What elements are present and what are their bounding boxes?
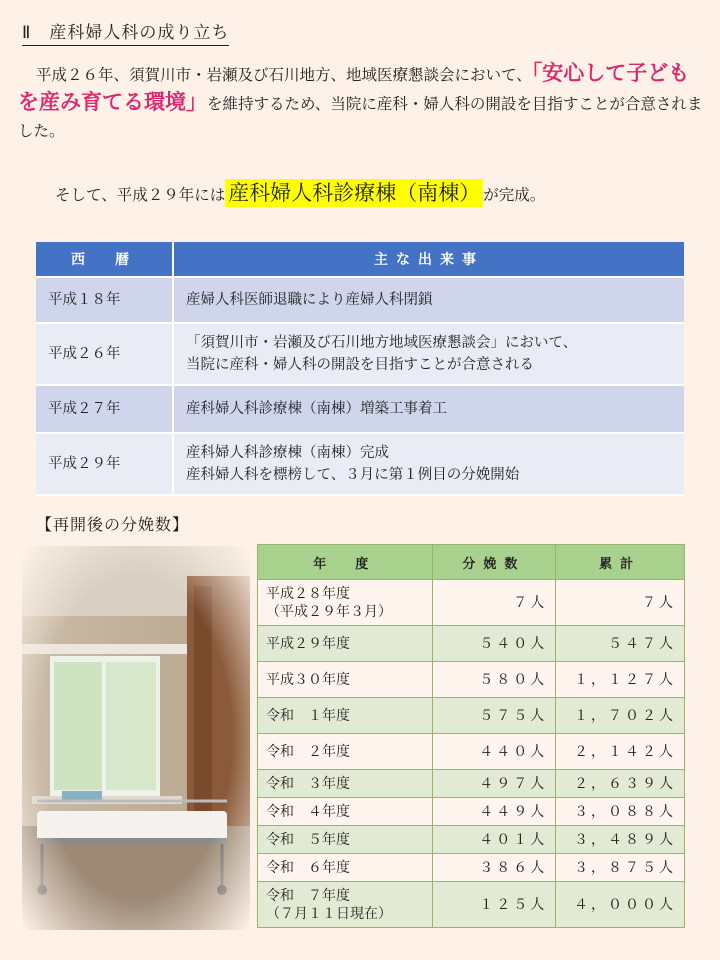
births-row: [258, 826, 685, 854]
births-year: [258, 698, 433, 734]
history-event-line: 産科婦人科診療棟（南棟）完成: [186, 445, 389, 461]
births-year: [258, 734, 433, 770]
history-event-line: 産婦人科医師退職により産婦人科閉鎖: [186, 292, 433, 308]
births-year: [258, 882, 433, 928]
births-total: ５４７人: [556, 626, 685, 662]
births-year-line: 平成２８年度: [266, 585, 350, 602]
history-year: 平成１８年: [36, 278, 174, 324]
completion-prefix: そして、平成２９年には: [55, 186, 226, 204]
births-count: ５７５人: [433, 698, 557, 734]
births-year-line: 令和 ７年度: [266, 887, 350, 904]
births-header-year: 年 度: [258, 545, 433, 580]
births-total: １，７０２人: [556, 698, 685, 734]
births-year-line: （平成２９年３月）: [266, 603, 392, 620]
births-total: ３，８７５人: [556, 854, 685, 882]
history-year: 平成２９年: [36, 434, 174, 496]
history-header-row: [36, 242, 684, 278]
history-header-event: 主な出来事: [174, 242, 684, 278]
births-header-total: 累計: [556, 545, 685, 580]
history-year: 平成２７年: [36, 386, 174, 434]
births-header-count: 分娩数: [433, 545, 557, 580]
history-event-line: 当院に産科・婦人科の開設を目指すことが合意される: [186, 357, 534, 373]
births-year: [258, 662, 433, 698]
history-header-year: 西 暦: [36, 242, 174, 278]
history-event: [174, 324, 684, 386]
history-event-line: 産科婦人科を標榜して、３月に第１例目の分娩開始: [186, 467, 520, 483]
births-year: [258, 826, 433, 854]
history-row: [36, 386, 684, 434]
completion-paragraph: [55, 176, 545, 212]
births-total: ２，１４２人: [556, 734, 685, 770]
page-title: Ⅱ 産科婦人科の成り立ち: [22, 18, 229, 46]
intro-highlight: 「安心して子どもを産み育てる環境」: [18, 61, 690, 114]
intro-paragraph: [18, 60, 708, 145]
history-event-line: 「須賀川市・岩瀬及び石川地方地域医療懇談会」において、: [186, 335, 578, 351]
births-year-line: 令和 ５年度: [266, 831, 350, 848]
births-year-line: （７月１１日現在）: [266, 905, 392, 922]
intro-text-1: 平成２６年、須賀川市・岩瀬及び石川地方、地域医療懇談会において、: [36, 66, 532, 84]
births-total: ２，６３９人: [556, 770, 685, 798]
history-table: [36, 242, 684, 496]
births-count: １２５人: [433, 882, 557, 928]
births-row: [258, 580, 685, 626]
births-row: [258, 662, 685, 698]
births-total: １，１２７人: [556, 662, 685, 698]
births-year: [258, 626, 433, 662]
births-count: ４４０人: [433, 734, 557, 770]
history-event-line: 産科婦人科診療棟（南棟）増築工事着工: [186, 401, 447, 417]
births-total: ４，０００人: [556, 882, 685, 928]
births-year: [258, 798, 433, 826]
births-row: [258, 798, 685, 826]
births-row: [258, 734, 685, 770]
births-year: [258, 580, 433, 626]
births-total: ７人: [556, 580, 685, 626]
births-year-line: 平成２９年度: [266, 635, 350, 652]
births-year-line: 令和 ６年度: [266, 859, 350, 876]
history-event: [174, 434, 684, 496]
births-total: ３，４８９人: [556, 826, 685, 854]
births-count: ５８０人: [433, 662, 557, 698]
history-row: [36, 434, 684, 496]
history-event: [174, 386, 684, 434]
births-row: [258, 626, 685, 662]
history-year: 平成２６年: [36, 324, 174, 386]
completion-highlight: 産科婦人科診療棟（南棟）: [225, 179, 483, 207]
births-year: [258, 770, 433, 798]
births-total: ３，０８８人: [556, 798, 685, 826]
history-row: [36, 324, 684, 386]
births-row: [258, 882, 685, 928]
births-count: ３８６人: [433, 854, 557, 882]
births-count: ５４０人: [433, 626, 557, 662]
births-year-line: 平成３０年度: [266, 671, 350, 688]
births-year-line: 令和 ２年度: [266, 743, 350, 760]
births-count: ４９７人: [433, 770, 557, 798]
births-year-line: 令和 ３年度: [266, 775, 350, 792]
completion-suffix: が完成。: [483, 186, 546, 204]
history-event: [174, 278, 684, 324]
births-count: ７人: [433, 580, 557, 626]
intro-text-2: を維持するため、当院に産科・婦人科の開設を目指すことが合意されました。: [18, 95, 703, 140]
births-count: ４０１人: [433, 826, 557, 854]
births-row: [258, 698, 685, 734]
births-year: [258, 854, 433, 882]
births-year-line: 令和 １年度: [266, 707, 350, 724]
births-row: [258, 854, 685, 882]
births-row: [258, 770, 685, 798]
births-year-line: 令和 ４年度: [266, 803, 350, 820]
births-count: ４４９人: [433, 798, 557, 826]
births-header-row: [258, 545, 685, 580]
births-table: [257, 544, 685, 928]
hospital-room-illustration: [22, 546, 250, 930]
births-section-title: 【再開後の分娩数】: [36, 515, 190, 534]
hospital-room-photo: [22, 546, 250, 930]
history-row: [36, 278, 684, 324]
